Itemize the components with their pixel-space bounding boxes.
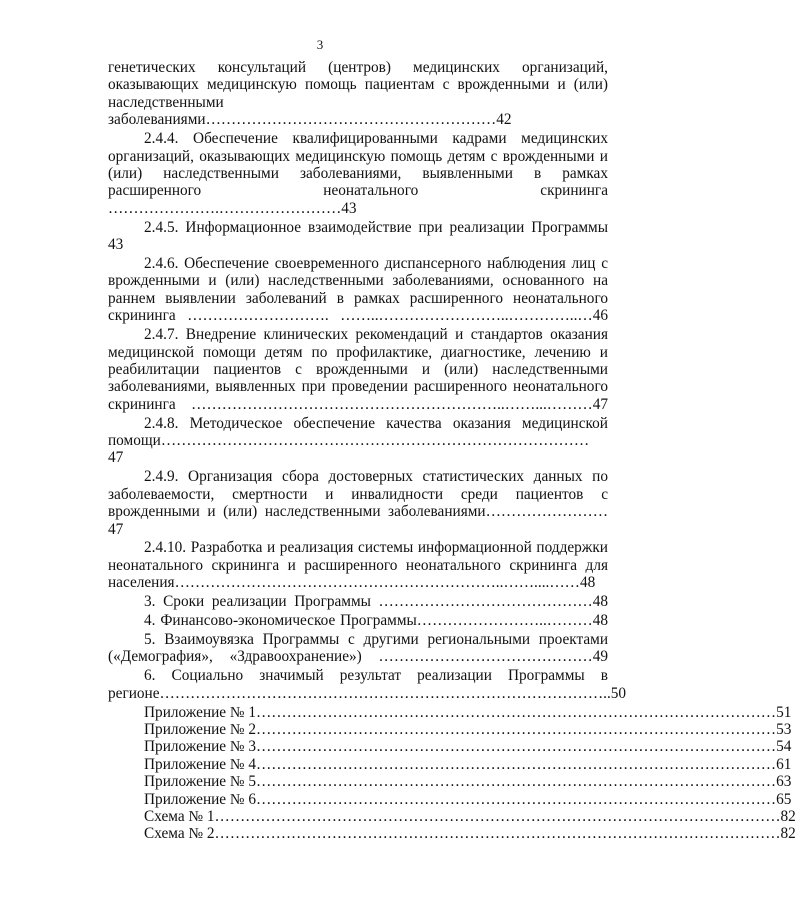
toc-entry-3: 3. Сроки реализации Программы ……………………………………48 — [144, 593, 608, 611]
toc-entry-title: Приложение № 3 — [144, 738, 256, 756]
toc-entry-title: Приложение № 6 — [144, 790, 256, 808]
toc-entry-genetic-consultations: генетических консультаций (центров) медицинских организаций, оказывающих медицинскую помощь пациентам с врожденными и (или) наследственными заболеваниями…………………………………………………42 — [108, 59, 608, 129]
toc-entry-scheme-2 — [108, 825, 796, 843]
toc-leader-dots: ………………………………………………………………………………………… — [256, 703, 777, 721]
toc-entry-2-4-7: 2.4.7. Внедрение клинических рекомендаций и стандартов оказания медицинской помощи детям по профилактике, диагностике, лечению и реабилитации пациентов с врожденными и (или) наследственными заболеваниями, выявленных при проведении расширенного неонатального скрининга ……………………………………………………..……...………47 — [108, 326, 608, 413]
toc-entry-2-4-6: 2.4.6. Обеспечение своевременного диспансерного наблюдения лиц с врожденными и (или) наследственными заболеваниями, основанного на раннем выявлении заболеваний в рамках расширенного неонатального скрининга ………………………. ……..……………………..…………..…46 — [108, 254, 608, 325]
toc-entry-6: 6. Социально значимый результат реализации Программы в регионе……………………………………………………………………………..50 — [108, 667, 627, 702]
toc-entry-title: Приложение № 2 — [144, 721, 256, 739]
toc-leader-dots: ………………………………………………………………………………………… — [256, 790, 777, 808]
toc-entry-2-4-10: 2.4.10. Разработка и реализация системы информационной поддержки неонатального скрининга и расширенного неонатального скрининга для населения………………………………………………………..……....……48 — [108, 539, 608, 592]
toc-entry-title: Приложение № 5 — [144, 773, 256, 791]
toc-page-number: 82 — [780, 825, 796, 843]
table-of-contents — [108, 59, 796, 843]
toc-page-number: 63 — [776, 773, 792, 791]
toc-page-number: 54 — [776, 738, 792, 756]
toc-entry-5: 5. Взаимоувязка Программы с другими региональными проектами («Демография», «Здравоохранение») ……………………………………49 — [108, 631, 608, 666]
toc-entry-appendix-4 — [108, 755, 792, 773]
toc-entry-title: Приложение № 4 — [144, 755, 256, 773]
toc-entry-title: Приложение № 1 — [144, 703, 256, 721]
toc-entry-2-4-8: 2.4.8. Методическое обеспечение качества оказания медицинской помощи………………………………………………………………………… 47 — [108, 414, 608, 467]
toc-entry-appendix-5 — [108, 773, 792, 791]
toc-leader-dots: ………………………………………………………………………………………………… — [214, 825, 781, 843]
toc-entry-4: 4. Финансово-экономическое Программы……………………..………48 — [144, 612, 608, 630]
toc-page-number: 61 — [776, 755, 792, 773]
toc-leader-dots: ………………………………………………………………………………………………… — [214, 808, 781, 826]
page-number: 3 — [316, 37, 324, 52]
toc-entry-appendix-1 — [108, 703, 792, 721]
toc-entry-2-4-5: 2.4.5. Информационное взаимодействие при реализации Программы 43 — [108, 218, 608, 254]
toc-entry-appendix-2 — [108, 721, 792, 739]
toc-leader-dots: ………………………………………………………………………………………… — [256, 738, 777, 756]
toc-entry-scheme-1 — [108, 808, 796, 826]
toc-leader-dots: ………………………………………………………………………………………… — [256, 721, 777, 739]
toc-page-number: 51 — [776, 703, 792, 721]
toc-entry-title: Схема № 2 — [144, 825, 215, 843]
toc-entry-title: Схема № 1 — [144, 808, 215, 826]
toc-leader-dots: ………………………………………………………………………………………… — [256, 755, 777, 773]
toc-page-number: 65 — [776, 790, 792, 808]
toc-entry-appendix-6 — [108, 790, 792, 808]
toc-leader-dots: ………………………………………………………………………………………… — [256, 773, 777, 791]
toc-entry-appendix-3 — [108, 738, 792, 756]
toc-entry-2-4-9: 2.4.9. Организация сбора достоверных статистических данных по заболеваемости, смертности и инвалидности среди пациентов с врожденными и (или) наследственными заболеваниями……………………47 — [108, 468, 608, 538]
toc-page-number: 82 — [780, 808, 796, 826]
toc-page-number: 53 — [776, 721, 792, 739]
toc-entry-2-4-4: 2.4.4. Обеспечение квалифицированными кадрами медицинских организаций, оказывающих медицинскую помощь детям с врожденными и (или) наследственными заболеваниями, выявленными в рамках расширенного неонатального скрининга ………………….……………………43 — [108, 130, 608, 217]
